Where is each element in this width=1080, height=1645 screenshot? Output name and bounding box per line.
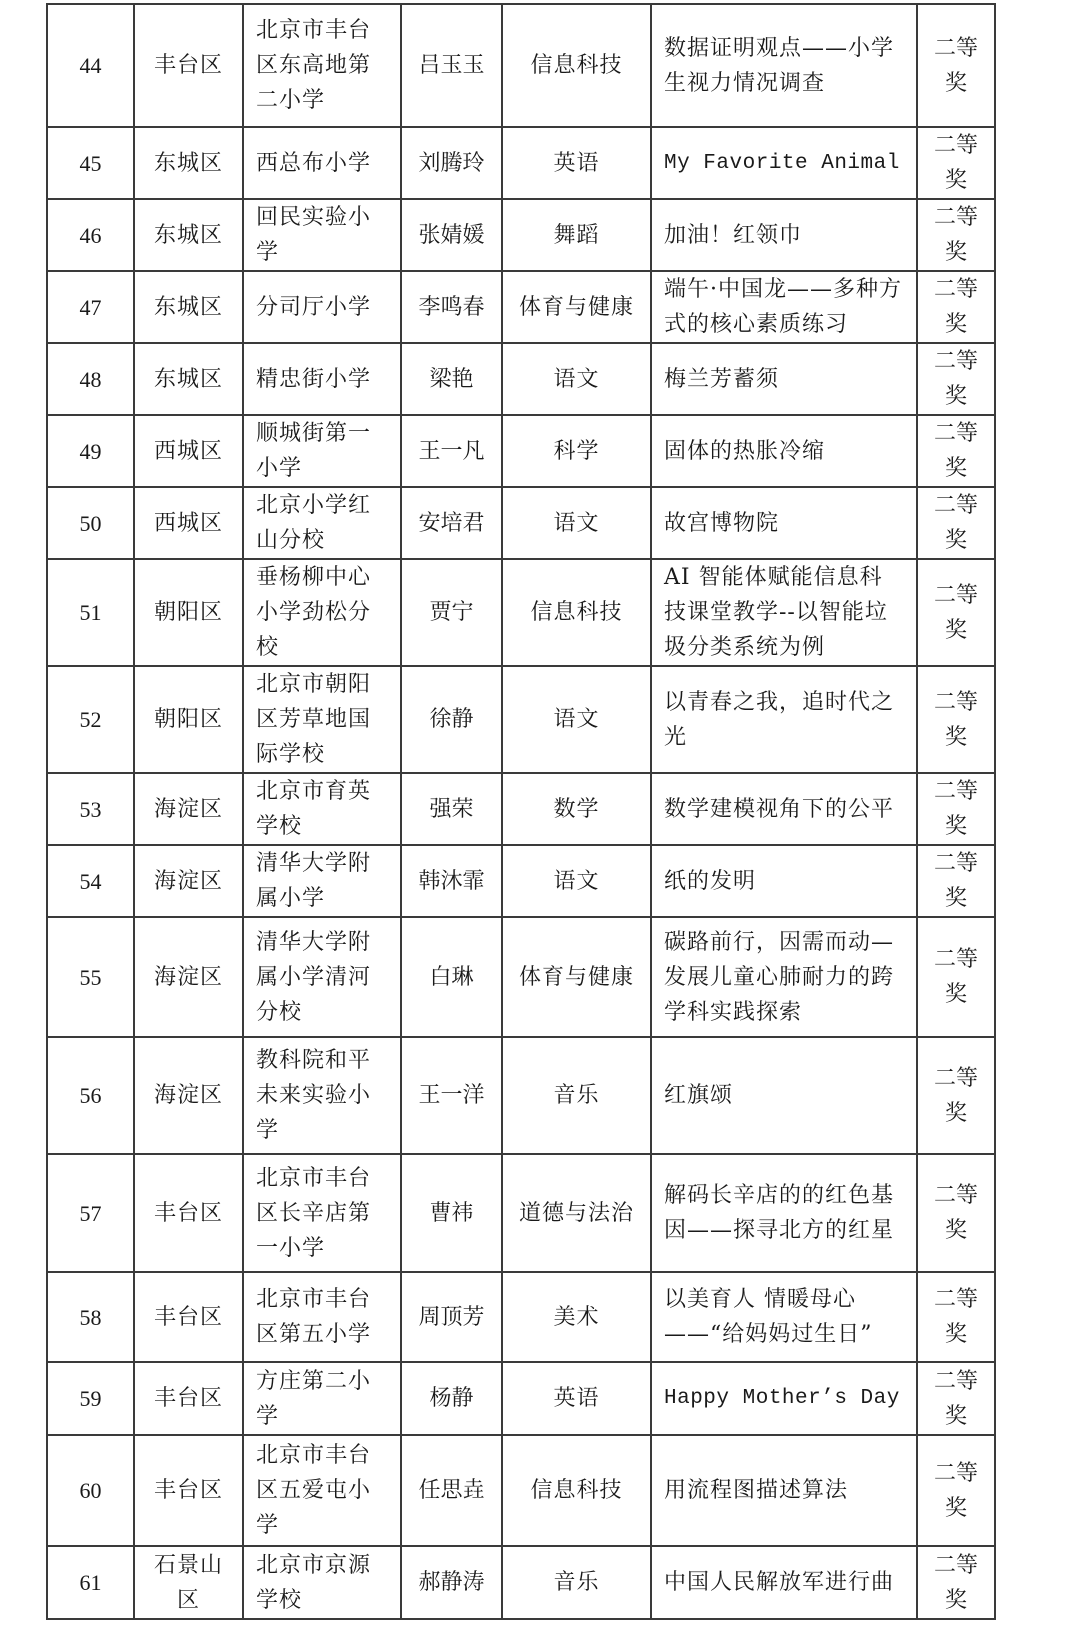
cell-teacher: 刘腾玲 <box>401 127 502 199</box>
cell-number: 48 <box>47 343 134 415</box>
cell-number: 59 <box>47 1362 134 1435</box>
cell-award: 二等奖 <box>917 199 995 271</box>
cell-number: 56 <box>47 1037 134 1154</box>
cell-subject: 音乐 <box>502 1037 651 1154</box>
table-row <box>47 1272 995 1362</box>
cell-subject: 体育与健康 <box>502 917 651 1037</box>
cell-award: 二等奖 <box>917 1272 995 1362</box>
cell-number: 52 <box>47 666 134 773</box>
cell-teacher: 郝静涛 <box>401 1546 502 1619</box>
cell-teacher: 曹祎 <box>401 1154 502 1272</box>
table-row <box>47 415 995 487</box>
cell-subject: 语文 <box>502 845 651 917</box>
cell-subject: 语文 <box>502 487 651 559</box>
table-row <box>47 1037 995 1154</box>
cell-teacher: 张婧媛 <box>401 199 502 271</box>
cell-lesson-title: 端午·中国龙——多种方式的核心素质练习 <box>651 271 917 343</box>
table-row <box>47 1546 995 1619</box>
cell-school: 精忠街小学 <box>243 343 401 415</box>
cell-school: 北京市京源学校 <box>243 1546 401 1619</box>
cell-award: 二等奖 <box>917 666 995 773</box>
table-row <box>47 271 995 343</box>
cell-award: 二等奖 <box>917 559 995 666</box>
cell-lesson-title: 以青春之我，追时代之光 <box>651 666 917 773</box>
cell-lesson-title: 红旗颂 <box>651 1037 917 1154</box>
cell-lesson-title: My Favorite Animal <box>651 127 917 199</box>
cell-district: 石景山区 <box>134 1546 243 1619</box>
cell-school: 北京市丰台区五爱屯小学 <box>243 1435 401 1546</box>
cell-school: 北京小学红山分校 <box>243 487 401 559</box>
cell-school: 分司厅小学 <box>243 271 401 343</box>
cell-award: 二等奖 <box>917 271 995 343</box>
cell-district: 西城区 <box>134 415 243 487</box>
cell-district: 东城区 <box>134 199 243 271</box>
cell-district: 丰台区 <box>134 1154 243 1272</box>
cell-school: 北京市丰台区长辛店第一小学 <box>243 1154 401 1272</box>
cell-subject: 英语 <box>502 1362 651 1435</box>
awards-table <box>46 3 996 1620</box>
cell-award: 二等奖 <box>917 1435 995 1546</box>
cell-number: 61 <box>47 1546 134 1619</box>
cell-subject: 英语 <box>502 127 651 199</box>
cell-award: 二等奖 <box>917 1154 995 1272</box>
cell-award: 二等奖 <box>917 1362 995 1435</box>
cell-number: 51 <box>47 559 134 666</box>
cell-subject: 数学 <box>502 773 651 845</box>
cell-award: 二等奖 <box>917 487 995 559</box>
cell-school: 北京市育英学校 <box>243 773 401 845</box>
cell-lesson-title: 故宫博物院 <box>651 487 917 559</box>
cell-number: 57 <box>47 1154 134 1272</box>
cell-district: 丰台区 <box>134 1362 243 1435</box>
cell-subject: 道德与法治 <box>502 1154 651 1272</box>
cell-district: 东城区 <box>134 271 243 343</box>
cell-teacher: 白琳 <box>401 917 502 1037</box>
table-row <box>47 1154 995 1272</box>
cell-school: 顺城街第一小学 <box>243 415 401 487</box>
cell-school: 清华大学附属小学 <box>243 845 401 917</box>
cell-teacher: 梁艳 <box>401 343 502 415</box>
cell-award: 二等奖 <box>917 1037 995 1154</box>
cell-subject: 音乐 <box>502 1546 651 1619</box>
cell-subject: 信息科技 <box>502 4 651 127</box>
cell-school: 北京市朝阳区芳草地国际学校 <box>243 666 401 773</box>
cell-school: 北京市丰台区第五小学 <box>243 1272 401 1362</box>
cell-award: 二等奖 <box>917 773 995 845</box>
cell-district: 西城区 <box>134 487 243 559</box>
table-row <box>47 917 995 1037</box>
table-row <box>47 199 995 271</box>
cell-district: 海淀区 <box>134 845 243 917</box>
cell-number: 60 <box>47 1435 134 1546</box>
table-row <box>47 1362 995 1435</box>
cell-subject: 体育与健康 <box>502 271 651 343</box>
cell-school: 方庄第二小学 <box>243 1362 401 1435</box>
table-row <box>47 1435 995 1546</box>
cell-award: 二等奖 <box>917 415 995 487</box>
cell-number: 47 <box>47 271 134 343</box>
cell-teacher: 李鸣春 <box>401 271 502 343</box>
cell-district: 朝阳区 <box>134 559 243 666</box>
cell-district: 海淀区 <box>134 917 243 1037</box>
cell-number: 54 <box>47 845 134 917</box>
cell-subject: 信息科技 <box>502 559 651 666</box>
cell-subject: 美术 <box>502 1272 651 1362</box>
cell-number: 53 <box>47 773 134 845</box>
table-row <box>47 559 995 666</box>
table-row <box>47 487 995 559</box>
cell-lesson-title: 数据证明观点——小学生视力情况调查 <box>651 4 917 127</box>
cell-subject: 语文 <box>502 343 651 415</box>
cell-lesson-title: 梅兰芳蓄须 <box>651 343 917 415</box>
cell-number: 49 <box>47 415 134 487</box>
table-row <box>47 343 995 415</box>
cell-subject: 信息科技 <box>502 1435 651 1546</box>
table-row <box>47 666 995 773</box>
cell-teacher: 贾宁 <box>401 559 502 666</box>
cell-lesson-title: Happy Mother’s Day <box>651 1362 917 1435</box>
cell-district: 海淀区 <box>134 1037 243 1154</box>
cell-district: 东城区 <box>134 127 243 199</box>
cell-lesson-title: 中国人民解放军进行曲 <box>651 1546 917 1619</box>
cell-teacher: 强荣 <box>401 773 502 845</box>
cell-school: 西总布小学 <box>243 127 401 199</box>
cell-number: 44 <box>47 4 134 127</box>
cell-district: 海淀区 <box>134 773 243 845</box>
cell-district: 丰台区 <box>134 1272 243 1362</box>
cell-lesson-title: 固体的热胀冷缩 <box>651 415 917 487</box>
cell-school: 教科院和平未来实验小学 <box>243 1037 401 1154</box>
cell-award: 二等奖 <box>917 127 995 199</box>
cell-lesson-title: 以美育人 情暖母心——“给妈妈过生日” <box>651 1272 917 1362</box>
cell-school: 北京市丰台区东高地第二小学 <box>243 4 401 127</box>
cell-lesson-title: 碳路前行，因需而动—发展儿童心肺耐力的跨学科实践探索 <box>651 917 917 1037</box>
table-row <box>47 773 995 845</box>
cell-lesson-title: 数学建模视角下的公平 <box>651 773 917 845</box>
cell-number: 55 <box>47 917 134 1037</box>
cell-lesson-title: AI 智能体赋能信息科技课堂教学--以智能垃圾分类系统为例 <box>651 559 917 666</box>
cell-award: 二等奖 <box>917 1546 995 1619</box>
cell-teacher: 王一凡 <box>401 415 502 487</box>
cell-number: 46 <box>47 199 134 271</box>
table-body <box>47 4 995 1619</box>
cell-school: 清华大学附属小学清河分校 <box>243 917 401 1037</box>
cell-school: 垂杨柳中心小学劲松分校 <box>243 559 401 666</box>
cell-teacher: 徐静 <box>401 666 502 773</box>
cell-teacher: 吕玉玉 <box>401 4 502 127</box>
cell-subject: 舞蹈 <box>502 199 651 271</box>
cell-lesson-title: 纸的发明 <box>651 845 917 917</box>
cell-award: 二等奖 <box>917 845 995 917</box>
cell-teacher: 任思垚 <box>401 1435 502 1546</box>
cell-award: 二等奖 <box>917 4 995 127</box>
cell-teacher: 韩沐霏 <box>401 845 502 917</box>
table-row <box>47 4 995 127</box>
cell-district: 朝阳区 <box>134 666 243 773</box>
cell-number: 50 <box>47 487 134 559</box>
cell-award: 二等奖 <box>917 343 995 415</box>
cell-teacher: 安培君 <box>401 487 502 559</box>
cell-teacher: 杨静 <box>401 1362 502 1435</box>
cell-award: 二等奖 <box>917 917 995 1037</box>
table-row <box>47 127 995 199</box>
cell-teacher: 周顶芳 <box>401 1272 502 1362</box>
cell-number: 45 <box>47 127 134 199</box>
cell-lesson-title: 加油！红领巾 <box>651 199 917 271</box>
cell-school: 回民实验小学 <box>243 199 401 271</box>
cell-teacher: 王一洋 <box>401 1037 502 1154</box>
cell-lesson-title: 解码长辛店的的红色基因——探寻北方的红星 <box>651 1154 917 1272</box>
table-row <box>47 845 995 917</box>
cell-district: 丰台区 <box>134 4 243 127</box>
cell-district: 丰台区 <box>134 1435 243 1546</box>
cell-lesson-title: 用流程图描述算法 <box>651 1435 917 1546</box>
cell-subject: 语文 <box>502 666 651 773</box>
cell-number: 58 <box>47 1272 134 1362</box>
cell-district: 东城区 <box>134 343 243 415</box>
cell-subject: 科学 <box>502 415 651 487</box>
